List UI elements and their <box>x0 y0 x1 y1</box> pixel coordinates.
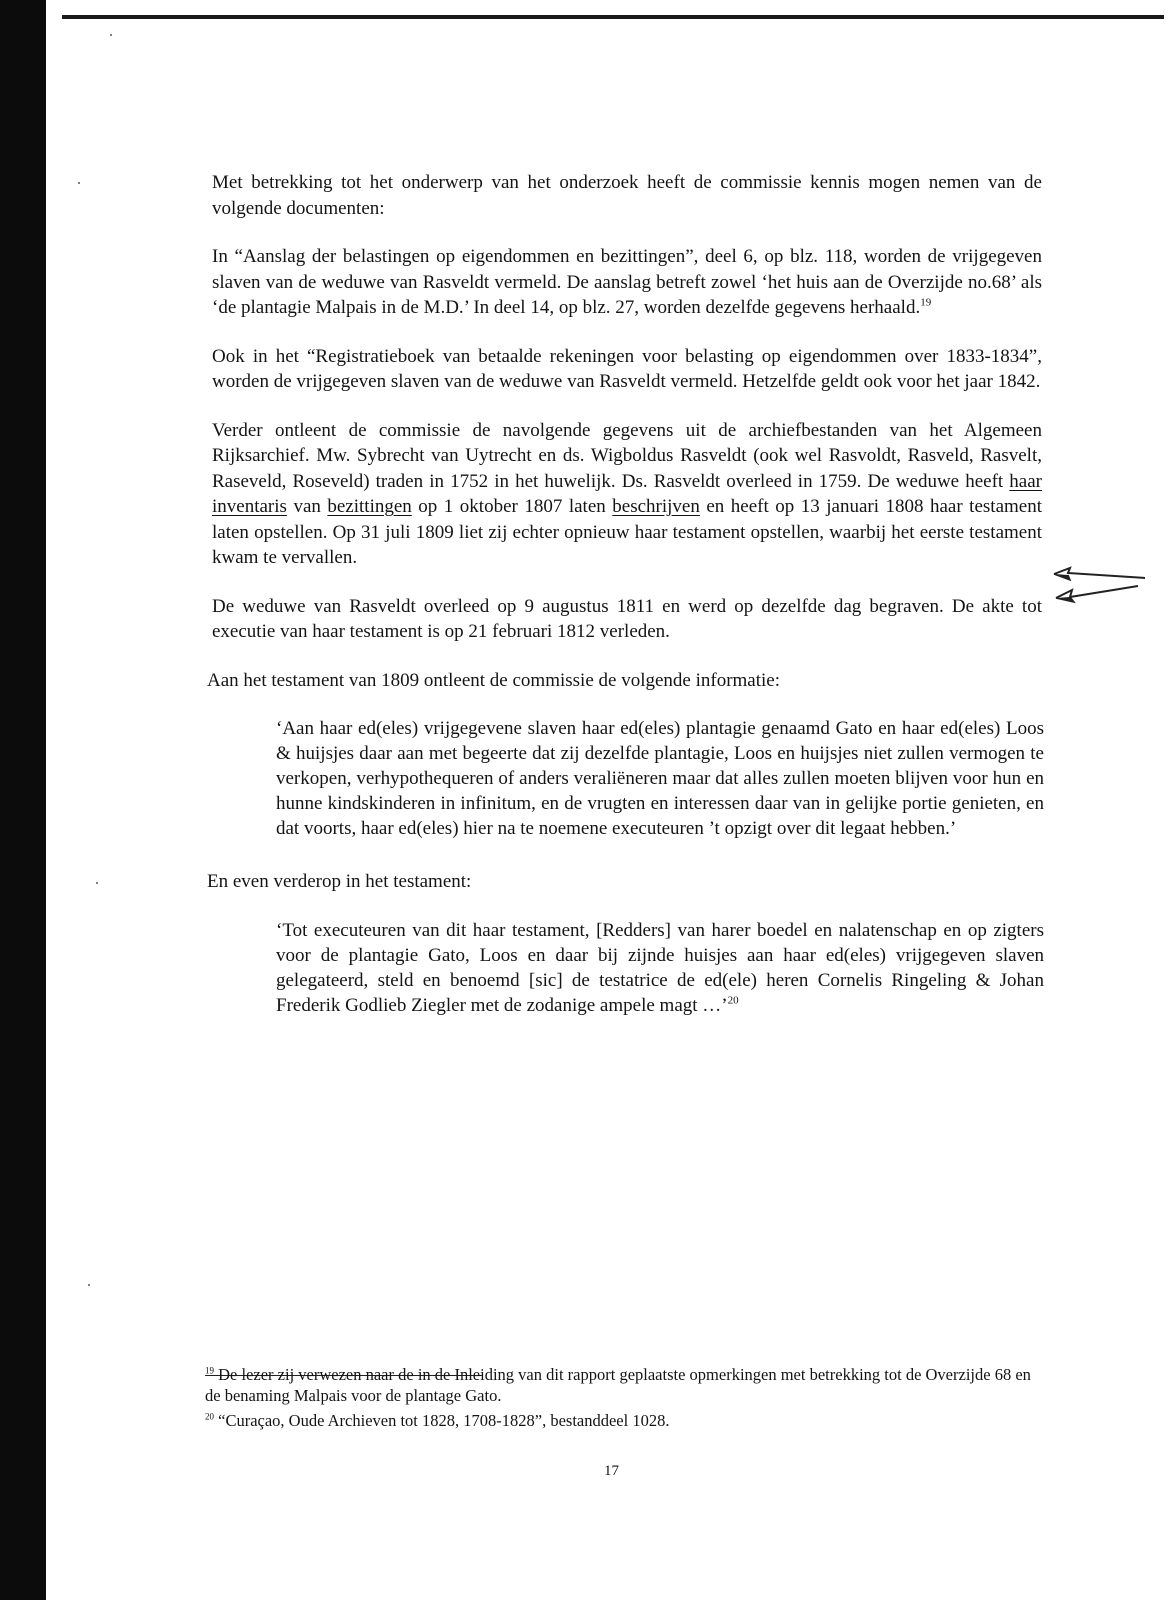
underlined-haar-inventaris: haar inventaris <box>212 470 1042 517</box>
paragraph-verderop: En even verderop in het testament: <box>207 871 472 892</box>
footnote-mark: 20 <box>205 1411 214 1422</box>
quote-testament-1: ‘Aan haar ed(eles) vrijgegevene slaven haar ed(eles) plantagie genaamd Gato en haar ed(eles) Loos & huijsjes daar aan met begeerte dat zij dezelfde plantagie, Loos en huijsjes niet zullen vermogen te verkopen, verhypothequeren of anders veraliëneren maar dat alles zullen moeten blijven voor hun en hunne kindskinderen in infinitum, en de vrugten en interessen daar van in gelijke portie genieten, en dat voorts, haar ed(eles) hier na te noemene executeuren ’t opzigt over dit legaat hebben.’ <box>276 718 1044 839</box>
page-number: 17 <box>604 1463 619 1479</box>
handwritten-arrows-icon <box>1050 566 1150 616</box>
page-body <box>207 170 1044 1046</box>
scan-speck <box>110 34 112 36</box>
footnote-text: “Curaçao, Oude Archieven tot 1828, 1708-1828”, bestanddeel 1028. <box>218 1411 670 1430</box>
paragraph-intro: Met betrekking tot het onderwerp van het onderzoek heeft de commissie kennis mogen nemen van de volgende documenten: <box>212 172 1042 219</box>
top-rule <box>62 15 1164 19</box>
paragraph-archief: Verder ontleent de commissie de navolgende gegevens uit de archiefbestanden van het Algemeen Rijksarchief. Mw. Sybrecht van Uytrecht en ds. Wigboldus Rasveldt (ook wel Rasvoldt, Rasveld, Rasvelt, Raseveld, Roseveld) traden in 1752 in het huwelijk. Ds. Rasveldt overleed in 1759. De weduwe heeft haar inventaris van bezittingen op 1 oktober 1807 laten beschrijven en heeft op 13 januari 1808 haar testament laten opstellen. Op 31 juli 1809 liet zij echter opnieuw haar testament opstellen, waarbij het eerste testament kwam te vervallen. <box>212 419 1042 568</box>
footnote-ref-20[interactable]: 20 <box>727 994 739 1007</box>
underlined-bezittingen: bezittingen <box>327 496 412 517</box>
footnote-mark: 19 <box>205 1365 214 1376</box>
footnote-19 <box>205 1364 1045 1406</box>
paragraph-overlijden: De weduwe van Rasveldt overleed op 9 augustus 1811 en werd op dezelfde dag begraven. De akte tot executie van haar testament is op 21 februari 1812 verleden. <box>212 595 1042 642</box>
footnote-20 <box>205 1410 1045 1431</box>
scan-speck <box>88 1284 90 1286</box>
scan-left-edge <box>0 0 46 1600</box>
footnote-ref-19[interactable]: 19 <box>920 296 932 309</box>
scan-speck <box>96 882 98 884</box>
scan-speck <box>78 182 80 184</box>
underlined-beschrijven: beschrijven <box>612 496 700 517</box>
paragraph-testament-intro: Aan het testament van 1809 ontleent de commissie de volgende informatie: <box>207 669 781 691</box>
footnote-text: De lezer zij verwezen naar de in de Inleiding van dit rapport geplaatste opmerkingen met betrekking tot de Overzijde 68 en de benaming Malpais voor de plantage Gato. <box>205 1365 1031 1405</box>
paragraph-aanslag: In “Aanslag der belastingen op eigendommen en bezittingen”, deel 6, op blz. 118, worden de vrijgegeven slaven van de weduwe van Rasveldt vermeld. De aanslag betreft zowel ‘het huis aan de Overzijde no.68’ als ‘de plantagie Malpais in de M.D.’ In deel 14, op blz. 27, worden dezelfde gegevens herhaald.$^{19}$ <box>212 246 1042 318</box>
quote-testament-2: ‘Tot executeuren van dit haar testament, [Redders] van harer boedel en nalatenschap en op zigters voor de plantagie Gato, Loos en daar bij zijnde huisjes aan haar ed(eles) vrijgegeven slaven gelegateerd, steld en benoemd [sic] de testatrice de ed(ele) heren Cornelis Ringeling & Johan Frederik Godlieb Ziegler met de zodanige ampele magt …’$^{20}$ <box>276 919 1044 1016</box>
paragraph-registratieboek: Ook in het “Registratieboek van betaalde rekeningen voor belasting op eigendommen over 1833-1834”, worden de vrijgegeven slaven van de weduwe van Rasveldt vermeld. Hetzelfde geldt ook voor het jaar 1842. <box>212 345 1042 392</box>
